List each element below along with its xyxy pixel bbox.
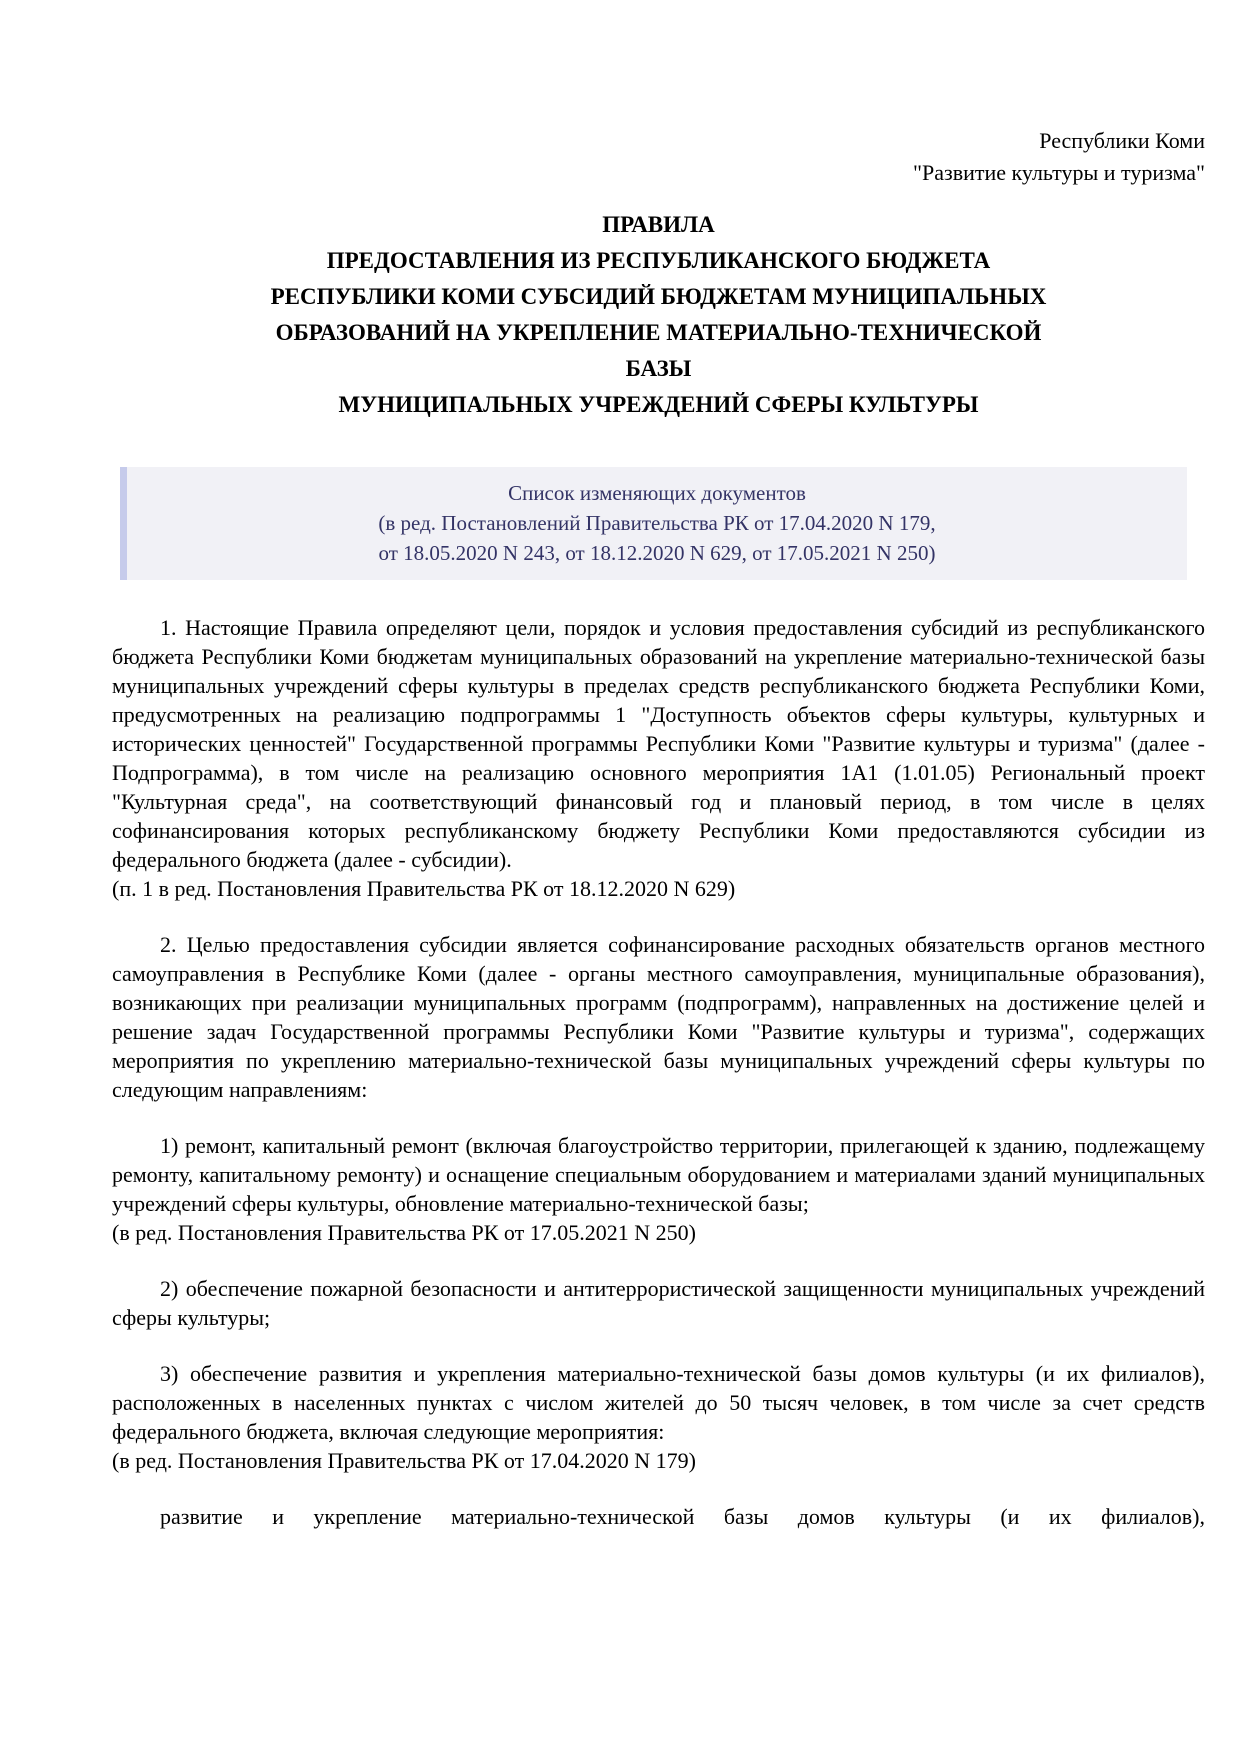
header-line-2: "Развитие культуры и туризма" xyxy=(913,160,1205,185)
paragraph-subpoint-2: 2) обеспечение пожарной безопасности и антитеррористической защищенности муниципальных учреждений сферы культуры; xyxy=(112,1276,1205,1330)
document-header xyxy=(112,125,1205,189)
amendment-note-subpoint-3: (в ред. Постановления Правительства РК от 17.04.2020 N 179) xyxy=(112,1448,696,1473)
paragraph-subpoint-3: 3) обеспечение развития и укрепления материально-технической базы домов культуры (и их филиалов), расположенных в населенных пунктах с числом жителей до 50 тысяч человек, в том числе за счет средств федерального бюджета, включая следующие мероприятия: xyxy=(112,1361,1205,1444)
title-line-6: МУНИЦИПАЛЬНЫХ УЧРЕЖДЕНИЙ СФЕРЫ КУЛЬТУРЫ xyxy=(338,392,979,417)
section-subpoint-2 xyxy=(112,1274,1205,1332)
amendments-box-line-3: от 18.05.2020 N 243, от 18.12.2020 N 629, от 17.05.2021 N 250) xyxy=(378,541,936,565)
section-subpoint-3 xyxy=(112,1359,1205,1475)
amendments-box xyxy=(120,467,1187,580)
section-point-1 xyxy=(112,613,1205,903)
amendments-box-heading: Список изменяющих документов xyxy=(508,481,806,505)
amendment-note-subpoint-1: (в ред. Постановления Правительства РК от 17.05.2021 N 250) xyxy=(112,1220,696,1245)
paragraph-subpoint-1: 1) ремонт, капитальный ремонт (включая благоустройство территории, прилегающей к зданию, подлежащему ремонту, капитальному ремонту) и оснащение специальным оборудованием и материалами зданий муниципальных учреждений сферы культуры, обновление материально-технической базы; xyxy=(112,1133,1205,1216)
amendment-note-point-1: (п. 1 в ред. Постановления Правительства РК от 18.12.2020 N 629) xyxy=(112,876,736,901)
section-point-2 xyxy=(112,930,1205,1104)
amendments-box-line-2: (в ред. Постановлений Правительства РК от 17.04.2020 N 179, xyxy=(378,511,936,535)
document-title xyxy=(112,207,1205,423)
section-subpoint-1 xyxy=(112,1131,1205,1247)
title-line-4: ОБРАЗОВАНИЙ НА УКРЕПЛЕНИЕ МАТЕРИАЛЬНО-ТЕХНИЧЕСКОЙ xyxy=(275,320,1042,345)
document-body xyxy=(112,613,1205,1558)
title-line-2: ПРЕДОСТАВЛЕНИЯ ИЗ РЕСПУБЛИКАНСКОГО БЮДЖЕТА xyxy=(326,248,991,273)
paragraph-continuation: развитие и укрепление материально-технической базы домов культуры (и их филиалов), xyxy=(160,1504,1205,1529)
title-line-5: БАЗЫ xyxy=(625,356,692,381)
section-continuation xyxy=(112,1502,1205,1531)
title-line-3: РЕСПУБЛИКИ КОМИ СУБСИДИЙ БЮДЖЕТАМ МУНИЦИПАЛЬНЫХ xyxy=(270,284,1047,309)
paragraph-point-2: 2. Целью предоставления субсидии является софинансирование расходных обязательств органов местного самоуправления в Республике Коми (далее - органы местного самоуправления, муниципальные образования), возникающих при реализации муниципальных программ (подпрограмм), направленных на достижение целей и решение задач Государственной программы Республики Коми "Развитие культуры и туризма", содержащих мероприятия по укреплению материально-технической базы муниципальных учреждений сферы культуры по следующим направлениям: xyxy=(112,932,1205,1102)
header-line-1: Республики Коми xyxy=(1039,128,1205,153)
paragraph-point-1: 1. Настоящие Правила определяют цели, порядок и условия предоставления субсидий из республиканского бюджета Республики Коми бюджетам муниципальных образований на укрепление материально-технической базы муниципальных учреждений сферы культуры в пределах средств республиканского бюджета Республики Коми, предусмотренных на реализацию подпрограммы 1 "Доступность объектов сферы культуры, культурных и исторических ценностей" Государственной программы Республики Коми "Развитие культуры и туризма" (далее - Подпрограмма), в том числе на реализацию основного мероприятия 1А1 (1.01.05) Региональный проект "Культурная среда", на соответствующий финансовый год и плановый период, в том числе в целях софинансирования которых республиканскому бюджету Республики Коми предоставляются субсидии из федерального бюджета (далее - субсидии). xyxy=(112,615,1205,872)
title-line-1: ПРАВИЛА xyxy=(602,212,715,237)
